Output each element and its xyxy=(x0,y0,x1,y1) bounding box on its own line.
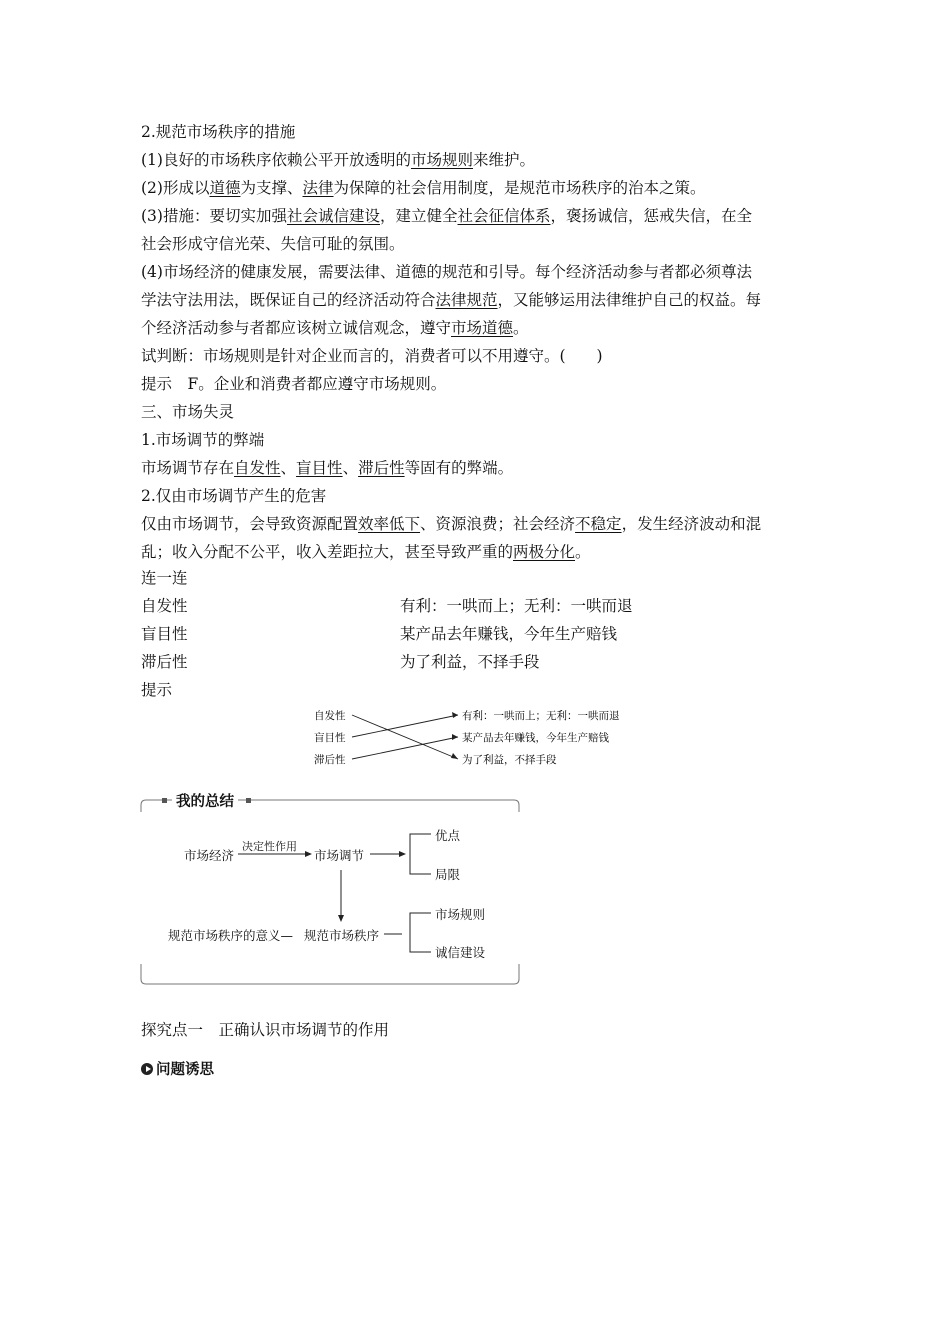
match-title: 连一连 xyxy=(141,569,188,587)
section-heading-measures: 2.规范市场秩序的措施 xyxy=(141,123,296,141)
node-significance: 规范市场秩序的意义— xyxy=(168,928,294,943)
paragraph-3-cont: 社会形成守信光荣、失信可耻的氛围。 xyxy=(141,235,405,253)
judge-hint: 提示 F。企业和消费者都应遵守市场规则。 xyxy=(141,375,447,393)
match-line-2 xyxy=(352,715,458,737)
diagram-left-3: 滞后性 xyxy=(314,754,346,766)
node-integrity: 诚信建设 xyxy=(435,945,486,960)
paragraph-2: (2)形成以道德为支撑、法律为保障的社会信用制度，是规范市场秩序的治本之策。 xyxy=(141,179,706,197)
title-bullet-left xyxy=(162,798,167,803)
play-icon xyxy=(141,1063,153,1075)
match-line-3 xyxy=(352,737,458,759)
summary-title: 我的总结 xyxy=(172,790,238,811)
arrow-label-decisive-role: 决定性作用 xyxy=(242,840,297,853)
arrowhead-3 xyxy=(451,753,458,759)
match-right-2: 某产品去年赚钱，今年生产赔钱 xyxy=(400,625,618,643)
summary-box xyxy=(140,788,520,986)
title-bullet-right xyxy=(246,798,251,803)
paragraph-4: (4)市场经济的健康发展，需要法律、道德的规范和引导。每个经济活动参与者都必须尊法 xyxy=(141,263,752,281)
section-heading-market-failure: 三、市场失灵 xyxy=(141,403,235,421)
guide-heading: 问题诱思 xyxy=(141,1058,214,1079)
match-hint-label: 提示 xyxy=(141,681,173,699)
match-left-3: 滞后性 xyxy=(141,653,188,671)
match-left-1: 自发性 xyxy=(141,597,188,615)
subheading-harms: 2.仅由市场调节产生的危害 xyxy=(141,487,327,505)
explore-point-heading: 探究点一 正确认识市场调节的作用 xyxy=(141,1021,390,1039)
match-line-1 xyxy=(352,715,458,759)
node-market-regulation: 市场调节 xyxy=(314,848,365,863)
diagram-right-3: 为了利益，不择手段 xyxy=(462,754,557,766)
match-right-3: 为了利益，不择手段 xyxy=(400,653,540,671)
node-regulate-order: 规范市场秩序 xyxy=(304,928,380,943)
paragraph-1: (1)良好的市场秩序依赖公平开放透明的市场规则来维护。 xyxy=(141,151,535,169)
paragraph-harms: 仅由市场调节，会导致资源配置效率低下、资源浪费；社会经济不稳定，发生经济波动和混 xyxy=(141,515,762,533)
paragraph-3: (3)措施：要切实加强社会诚信建设，建立健全社会征信体系，褒扬诚信，惩戒失信，在全 xyxy=(141,207,753,225)
arrowhead-2 xyxy=(452,734,458,740)
match-right-1: 有利：一哄而上；无利：一哄而退 xyxy=(400,597,633,615)
paragraph-4-cont: 学法守法用法，既保证自己的经济活动符合法律规范，又能够运用法律维护自己的权益。每 xyxy=(141,291,762,309)
diagram-left-1: 自发性 xyxy=(314,710,346,722)
node-limitations: 局限 xyxy=(435,867,461,882)
arrowhead-1 xyxy=(452,712,458,718)
diagram-right-1: 有利：一哄而上；无利：一哄而退 xyxy=(462,710,620,722)
node-market-rules: 市场规则 xyxy=(435,907,486,922)
paragraph-drawbacks: 市场调节存在自发性、盲目性、滞后性等固有的弊端。 xyxy=(141,459,514,477)
diagram-left-2: 盲目性 xyxy=(314,732,346,744)
judge-question: 试判断：市场规则是针对企业而言的，消费者可以不用遵守。( ) xyxy=(141,347,603,365)
diagram-right-2: 某产品去年赚钱，今年生产赔钱 xyxy=(462,732,609,744)
node-advantages: 优点 xyxy=(435,828,461,843)
node-market-economy: 市场经济 xyxy=(184,848,235,863)
match-answer-diagram xyxy=(300,703,660,769)
match-left-2: 盲目性 xyxy=(141,625,188,643)
subheading-drawbacks: 1.市场调节的弊端 xyxy=(141,431,265,449)
paragraph-harms-cont: 乱；收入分配不公平，收入差距拉大，甚至导致严重的两极分化。 xyxy=(141,543,591,561)
paragraph-4-cont2: 个经济活动参与者都应该树立诚信观念，遵守市场道德。 xyxy=(141,319,529,337)
